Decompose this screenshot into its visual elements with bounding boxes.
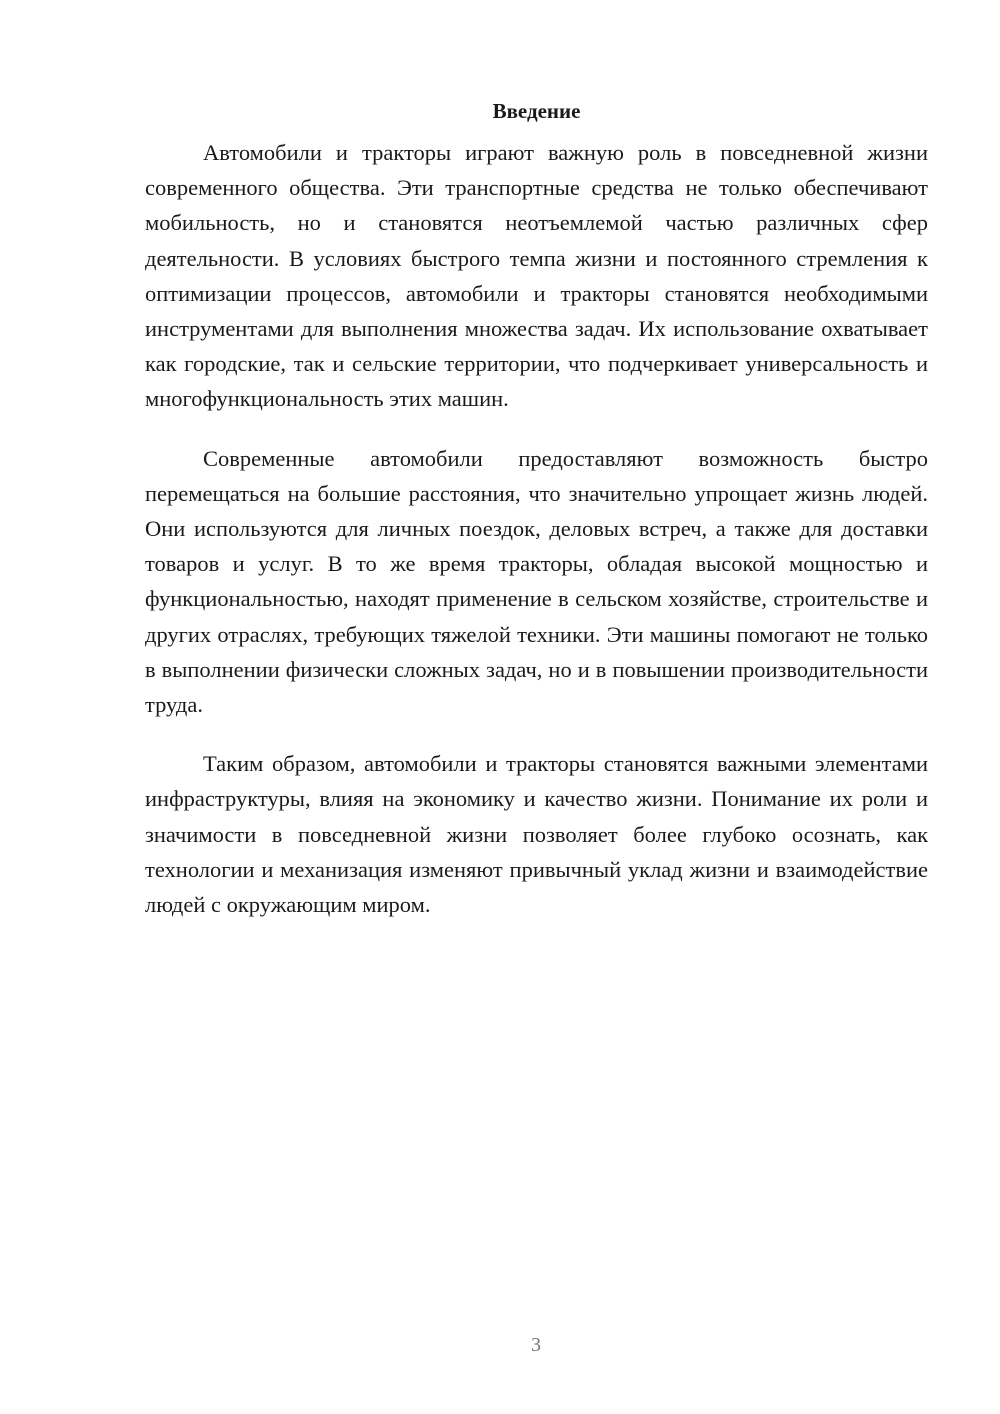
paragraph-1: Автомобили и тракторы играют важную роль в повседневной жизни современного общества. Эти транспортные средства не только обеспечивают мобильность, но и становятся неотъемлемой частью различных сфер деятельности. В условиях быстрого темпа жизни и постоянного стремления к оптимизации процессов, автомобили и тракторы становятся необходимыми инструментами для выполнения множества задач. Их использование охватывает как городские, так и сельские территории, что подчеркивает универсальность и многофункциональность этих машин. <box>145 140 928 412</box>
paragraph-3: Таким образом, автомобили и тракторы становятся важными элементами инфраструктуры, влияя на экономику и качество жизни. Понимание их роли и значимости в повседневной жизни позволяет более глубоко осознать, как технологии и механизация изменяют привычный уклад жизни и взаимодействие людей с окружающим миром. <box>145 751 928 918</box>
document-body <box>145 95 928 946</box>
section-title: Введение <box>492 99 581 123</box>
page-number: 3 <box>531 1334 541 1356</box>
paragraph-2: Современные автомобили предоставляют возможность быстро перемещаться на большие расстояния, что значительно упрощает жизнь людей. Они используются для личных поездок, деловых встреч, а также для доставки товаров и услуг. В то же время тракторы, обладая высокой мощностью и функциональностью, находят применение в сельском хозяйстве, строительстве и других отраслях, требующих тяжелой техники. Эти машины помогают не только в выполнении физически сложных задач, но и в повышении производительности труда. <box>145 445 928 718</box>
